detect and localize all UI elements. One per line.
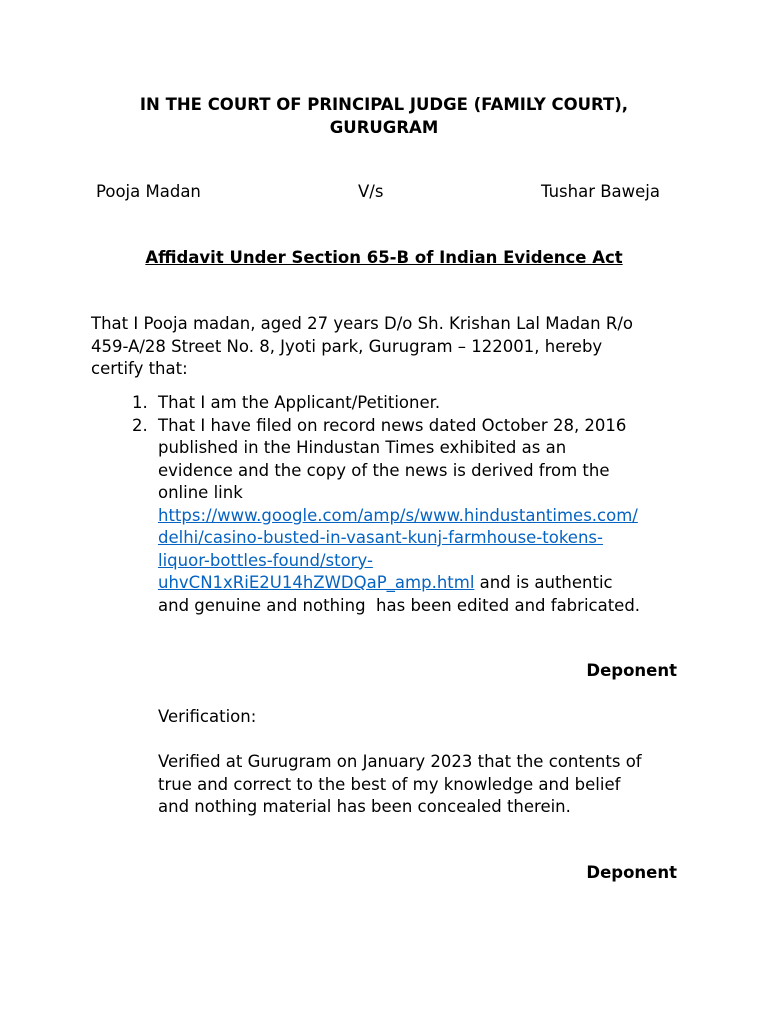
list-item-line-2: published in the Hindustan Times exhibited as an (158, 438, 567, 457)
list-item-text: That I am the Applicant/Petitioner. (158, 393, 441, 412)
court-title (90, 93, 678, 139)
intro-line-3: certify that: (91, 359, 188, 378)
news-link-part-3[interactable]: liquor-bottles-found/story- (158, 550, 373, 570)
verification-label: Verification: (158, 707, 257, 726)
news-link-part-2[interactable]: delhi/casino-busted-in-vasant-kunj-farmhouse-tokens- (158, 528, 603, 547)
respondent-name: Tushar Baweja (541, 182, 660, 201)
list-item-last-line: and genuine and nothing has been edited and fabricated. (158, 595, 641, 615)
court-title-line-1: IN THE COURT OF PRINCIPAL JUDGE (FAMILY COURT), (139, 95, 629, 114)
after-link-text: and is authentic (474, 573, 613, 592)
affidavit-title: Affidavit Under Section 65-B of Indian Evidence Act (145, 248, 623, 267)
list-item-line-3: evidence and the copy of the news is derived from the (158, 460, 610, 480)
intro-paragraph (91, 313, 691, 381)
list-item-line-4: online link (158, 483, 243, 502)
versus-label: V/s (358, 182, 384, 201)
petitioner-name: Pooja Madan (96, 182, 201, 201)
numbered-list (132, 392, 688, 617)
parties-row (0, 181, 768, 205)
verification-line-3: and nothing material has been concealed therein. (158, 797, 571, 816)
list-item-line-1: That I have filed on record news dated October 28, 2016 (158, 415, 627, 435)
news-link-part-1[interactable]: https://www.google.com/amp/s/www.hindustantimes.com/ (158, 505, 638, 525)
intro-line-2: 459-A/28 Street No. 8, Jyoti park, Gurugram – 122001, hereby (91, 336, 603, 356)
deponent-label: Deponent (586, 661, 677, 680)
list-item (132, 392, 688, 415)
deponent-label: Deponent (586, 863, 677, 882)
verification-paragraph (158, 751, 688, 819)
verification-line-1: Verified at Gurugram on January 2023 that the contents of (158, 752, 642, 771)
list-item-number: 1. (132, 393, 148, 412)
court-title-line-2: GURUGRAM (329, 118, 439, 137)
intro-line-1: That I Pooja madan, aged 27 years D/o Sh. Krishan Lal Madan R/o (91, 314, 633, 333)
list-item (132, 415, 688, 618)
verification-line-2: true and correct to the best of my knowledge and belief (158, 774, 621, 794)
list-item-number: 2. (132, 415, 148, 435)
news-link-part-4[interactable]: uhvCN1xRiE2U14hZWDQaP_amp.html (158, 573, 475, 592)
